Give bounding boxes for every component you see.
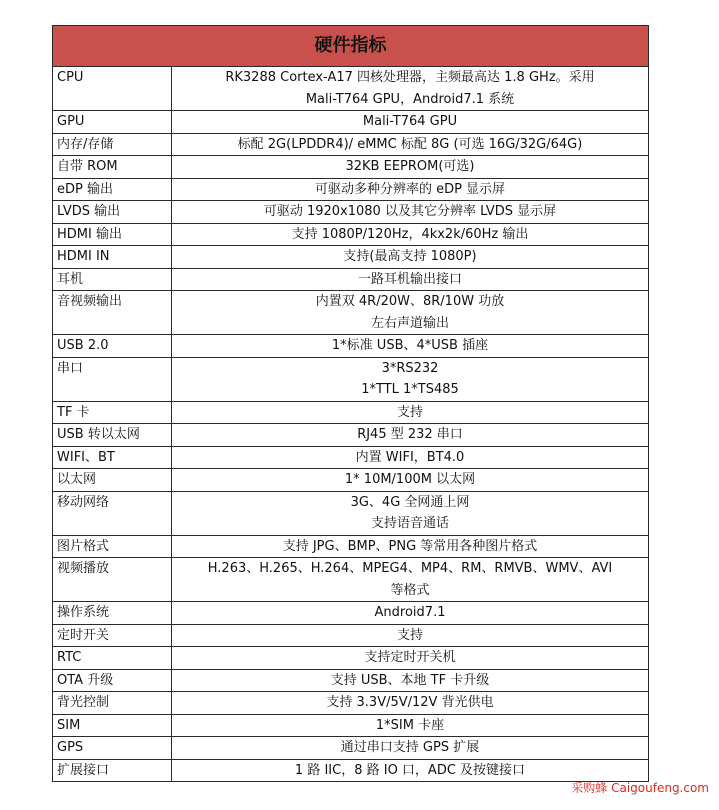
spec-value-line: 1*TTL 1*TS485 bbox=[361, 382, 459, 397]
table-row bbox=[53, 469, 649, 492]
table-row bbox=[53, 558, 649, 602]
spec-name: CPU bbox=[53, 67, 172, 111]
table-row bbox=[53, 246, 649, 269]
spec-value bbox=[172, 558, 649, 602]
table-row bbox=[53, 357, 649, 401]
spec-value-line: RK3288 Cortex-A17 四核处理器，主频最高达 1.8 GHz。采用 bbox=[225, 70, 595, 85]
spec-value bbox=[172, 246, 649, 269]
spec-name: 耳机 bbox=[53, 268, 172, 291]
table-row bbox=[53, 133, 649, 156]
spec-value-line: 支持 1080P/120Hz，4kx2k/60Hz 输出 bbox=[291, 226, 529, 242]
spec-value-line: 3G、4G 全网通上网 bbox=[350, 494, 470, 510]
spec-value-line: 左右声道输出 bbox=[370, 315, 449, 331]
table-row bbox=[53, 111, 649, 134]
spec-value-line: 1*标准 USB、4*USB 插座 bbox=[331, 338, 489, 353]
spec-value bbox=[172, 67, 649, 111]
watermark-cn: 采购蜂 bbox=[571, 781, 608, 795]
spec-value bbox=[172, 424, 649, 447]
spec-value bbox=[172, 291, 649, 335]
spec-value-line: 内置双 4R/20W、8R/10W 功放 bbox=[315, 294, 505, 309]
spec-value-line: 1*SIM 卡座 bbox=[375, 717, 445, 733]
spec-value-line: 支持 bbox=[396, 404, 423, 420]
spec-value bbox=[172, 201, 649, 224]
spec-value-line: 通过串口支持 GPS 扩展 bbox=[340, 740, 480, 755]
spec-value-line: 支持 3.3V/5V/12V 背光供电 bbox=[326, 695, 494, 710]
spec-name: GPS bbox=[53, 737, 172, 760]
spec-value bbox=[172, 223, 649, 246]
spec-value-line: 支持 USB、本地 TF 卡升级 bbox=[330, 672, 490, 688]
watermark bbox=[571, 779, 709, 796]
watermark-en: Caigoufeng.com bbox=[611, 781, 709, 795]
spec-value bbox=[172, 714, 649, 737]
spec-name: TF 卡 bbox=[53, 401, 172, 424]
table-row bbox=[53, 156, 649, 179]
spec-value-line: H.263、H.265、H.264、MPEG4、MP4、RM、RMVB、WMV、AVI bbox=[207, 561, 613, 576]
spec-value bbox=[172, 401, 649, 424]
spec-name: WIFI、BT bbox=[53, 446, 172, 469]
spec-name: USB 2.0 bbox=[53, 335, 172, 358]
spec-name: 操作系统 bbox=[53, 602, 172, 625]
table-row bbox=[53, 647, 649, 670]
spec-value-line: 3*RS232 bbox=[381, 360, 439, 376]
spec-name: 定时开关 bbox=[53, 624, 172, 647]
table-row bbox=[53, 424, 649, 447]
table-row bbox=[53, 223, 649, 246]
spec-value bbox=[172, 469, 649, 492]
spec-name: GPU bbox=[53, 111, 172, 134]
table-row bbox=[53, 669, 649, 692]
table-row bbox=[53, 401, 649, 424]
spec-value bbox=[172, 357, 649, 401]
table-row bbox=[53, 737, 649, 760]
table-row bbox=[53, 178, 649, 201]
spec-name: 音视频输出 bbox=[53, 291, 172, 335]
spec-value bbox=[172, 602, 649, 625]
spec-value bbox=[172, 335, 649, 358]
spec-name: 移动网络 bbox=[53, 491, 172, 535]
table-row bbox=[53, 201, 649, 224]
spec-value-line: 内置 WIFI，BT4.0 bbox=[355, 449, 465, 465]
table-row bbox=[53, 624, 649, 647]
spec-name: OTA 升级 bbox=[53, 669, 172, 692]
spec-value-line: 1 路 IIC，8 路 IO 口，ADC 及按键接口 bbox=[294, 762, 526, 778]
spec-value bbox=[172, 491, 649, 535]
spec-value bbox=[172, 624, 649, 647]
table-body bbox=[53, 67, 649, 782]
spec-value bbox=[172, 268, 649, 291]
spec-name: 图片格式 bbox=[53, 535, 172, 558]
spec-name: HDMI IN bbox=[53, 246, 172, 269]
spec-value-line: 等格式 bbox=[390, 582, 430, 598]
spec-value-line: 可驱动多种分辨率的 eDP 显示屏 bbox=[314, 181, 506, 197]
spec-name: 以太网 bbox=[53, 469, 172, 492]
spec-value bbox=[172, 111, 649, 134]
table-row bbox=[53, 759, 649, 782]
spec-name: LVDS 输出 bbox=[53, 201, 172, 224]
spec-name: 内存/存储 bbox=[53, 133, 172, 156]
spec-value bbox=[172, 535, 649, 558]
spec-value-line: 支持语音通话 bbox=[370, 516, 449, 531]
spec-value-line: Mali-T764 GPU bbox=[362, 114, 458, 129]
table-row bbox=[53, 491, 649, 535]
spec-value bbox=[172, 133, 649, 156]
spec-name: 自带 ROM bbox=[53, 156, 172, 179]
spec-name: USB 转以太网 bbox=[53, 424, 172, 447]
spec-value-line: 支持 bbox=[396, 627, 423, 643]
spec-value-line: 支持 JPG、BMP、PNG 等常用各种图片格式 bbox=[282, 538, 538, 554]
spec-name: eDP 输出 bbox=[53, 178, 172, 201]
spec-name: 视频播放 bbox=[53, 558, 172, 602]
table-row bbox=[53, 692, 649, 715]
spec-name: 背光控制 bbox=[53, 692, 172, 715]
spec-name: 串口 bbox=[53, 357, 172, 401]
hardware-spec-table bbox=[52, 25, 649, 782]
spec-value-line: 支持(最高支持 1080P) bbox=[343, 249, 477, 264]
table-row bbox=[53, 446, 649, 469]
spec-value-line: 一路耳机输出接口 bbox=[357, 271, 462, 287]
spec-value-line: Android7.1 bbox=[374, 605, 446, 620]
table-row bbox=[53, 535, 649, 558]
spec-name: RTC bbox=[53, 647, 172, 670]
spec-name: 扩展接口 bbox=[53, 759, 172, 782]
table-row bbox=[53, 602, 649, 625]
spec-value-line: RJ45 型 232 串口 bbox=[357, 427, 463, 442]
table-row bbox=[53, 67, 649, 111]
spec-name: SIM bbox=[53, 714, 172, 737]
spec-value-line: 标配 2G(LPDDR4)/ eMMC 标配 8G (可选 16G/32G/64G) bbox=[237, 136, 583, 152]
spec-value bbox=[172, 669, 649, 692]
spec-value-line: Mali-T764 GPU，Android7.1 系统 bbox=[305, 91, 515, 107]
table-title: 硬件指标 bbox=[53, 26, 649, 67]
table-row bbox=[53, 268, 649, 291]
table-row bbox=[53, 714, 649, 737]
spec-value-line: 支持定时开关机 bbox=[364, 650, 456, 665]
spec-value-line: 32KB EEPROM(可选) bbox=[345, 159, 475, 174]
spec-name: HDMI 输出 bbox=[53, 223, 172, 246]
table-row bbox=[53, 335, 649, 358]
spec-value bbox=[172, 692, 649, 715]
spec-value bbox=[172, 647, 649, 670]
spec-value-line: 1* 10M/100M 以太网 bbox=[344, 472, 476, 487]
spec-value bbox=[172, 737, 649, 760]
spec-value bbox=[172, 156, 649, 179]
spec-value bbox=[172, 178, 649, 201]
table-row bbox=[53, 291, 649, 335]
table-header-row bbox=[53, 26, 649, 67]
spec-value-line: 可驱动 1920x1080 以及其它分辨率 LVDS 显示屏 bbox=[263, 204, 557, 219]
spec-value bbox=[172, 446, 649, 469]
